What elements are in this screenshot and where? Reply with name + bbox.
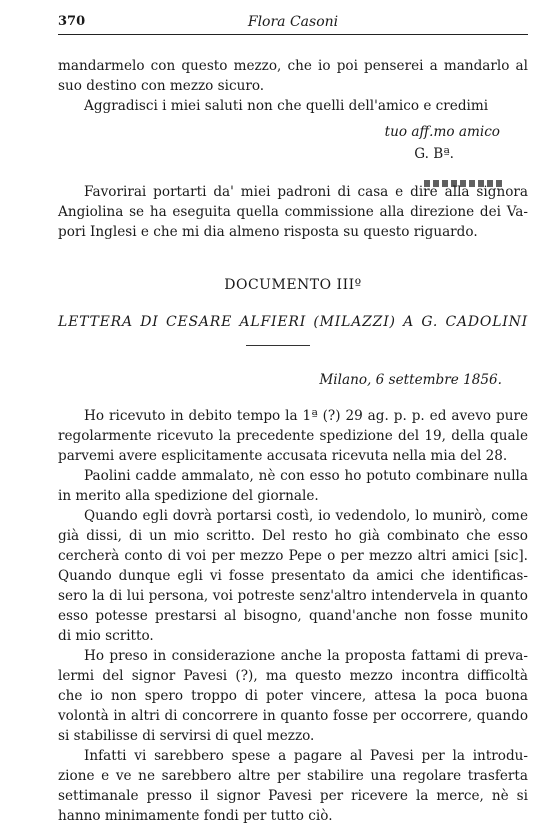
body-line: zione e ve ne sarebbero altre per stabilire una regolare trasferta (58, 768, 528, 784)
body-line: sero la di lui persona, voi potreste senz'altro intendervela in quanto (58, 588, 528, 604)
body-line: parvemi avere esplicitamente accusata ricevuta nella mia del 28. (58, 448, 508, 464)
letter-signature: G. Bª. (414, 146, 454, 162)
greeting-line: Aggradisci i miei saluti non che quelli dell'amico e credimi (84, 98, 489, 114)
body-line: regolarmente ricevuto la precedente spedizione del 19, della quale (58, 428, 528, 444)
body-line: hanno minimamente fondi per tutto ciò. (58, 808, 333, 824)
body-line: Ho preso in considerazione anche la proposta fattami di preva- (84, 648, 528, 664)
dateline: Milano, 6 settembre 1856. (319, 372, 502, 388)
page-header (58, 8, 528, 34)
header-rule (58, 34, 528, 35)
body-line: di mio scritto. (58, 628, 154, 644)
body-line: che io non spero troppo di poter vincere, attesa la poca buona (58, 688, 528, 704)
body-line: settimanale presso il signor Pavesi per ricevere la merce, nè si (58, 788, 528, 804)
text-line: suo destino con mezzo sicuro. (58, 78, 265, 94)
running-title: Flora Casoni (247, 14, 339, 30)
body-line: esso potesse prestarsi al bisogno, quand'anche non fosse munito (58, 608, 528, 624)
body-line: in merito alla spedizione del giornale. (58, 488, 319, 504)
body-line: Quando dunque egli vi fosse presentato da amici che identificas- (58, 568, 528, 584)
body-line: Paolini cadde ammalato, nè con esso ho potuto combinare nulla (84, 468, 528, 484)
heading-rule (246, 345, 310, 346)
body-line: Ho ricevuto in debito tempo la 1ª (?) 29 ag. p. p. ed avevo pure (84, 408, 528, 424)
postscript-line: Angiolina se ha eseguita quella commissione alla direzione dei Va- (58, 204, 528, 220)
postscript-line: Favorirai portarti da' miei padroni di casa e dire alla signora (84, 184, 528, 200)
text-line: mandarmelo con questo mezzo, che io poi penserei a mandarlo al (58, 58, 528, 74)
body-line: Infatti vi sarebbero spese a pagare al Pavesi per la introdu- (84, 748, 528, 764)
body-line: lermi del signor Pavesi (?), ma questo mezzo incontra difficoltà (58, 668, 528, 684)
letter-closing: tuo aff.mo amico (384, 124, 500, 140)
body-line: cercherà conto di voi per mezzo Pepe o per mezzo altri amici [sic]. (58, 548, 528, 564)
body-line: volontà in altri di concorrere in quanto fosse per occorrere, quando (58, 708, 528, 724)
page-number: 370 (58, 14, 86, 29)
body-line: Quando egli dovrà portarsi costì, io vedendolo, lo munirò, come (84, 508, 528, 524)
document-subheading: LETTERA DI CESARE ALFIERI (MILAZZI) A G. CADOLINI (58, 314, 528, 330)
document-heading: DOCUMENTO IIIº (224, 277, 362, 293)
body-line: già dissi, di un mio scritto. Del resto ho già combinato che esso (58, 528, 528, 544)
postscript-line: pori Inglesi e che mi dia almeno risposta su questo riguardo. (58, 224, 478, 240)
body-line: si stabilisse di servirsi di quel mezzo. (58, 728, 315, 744)
